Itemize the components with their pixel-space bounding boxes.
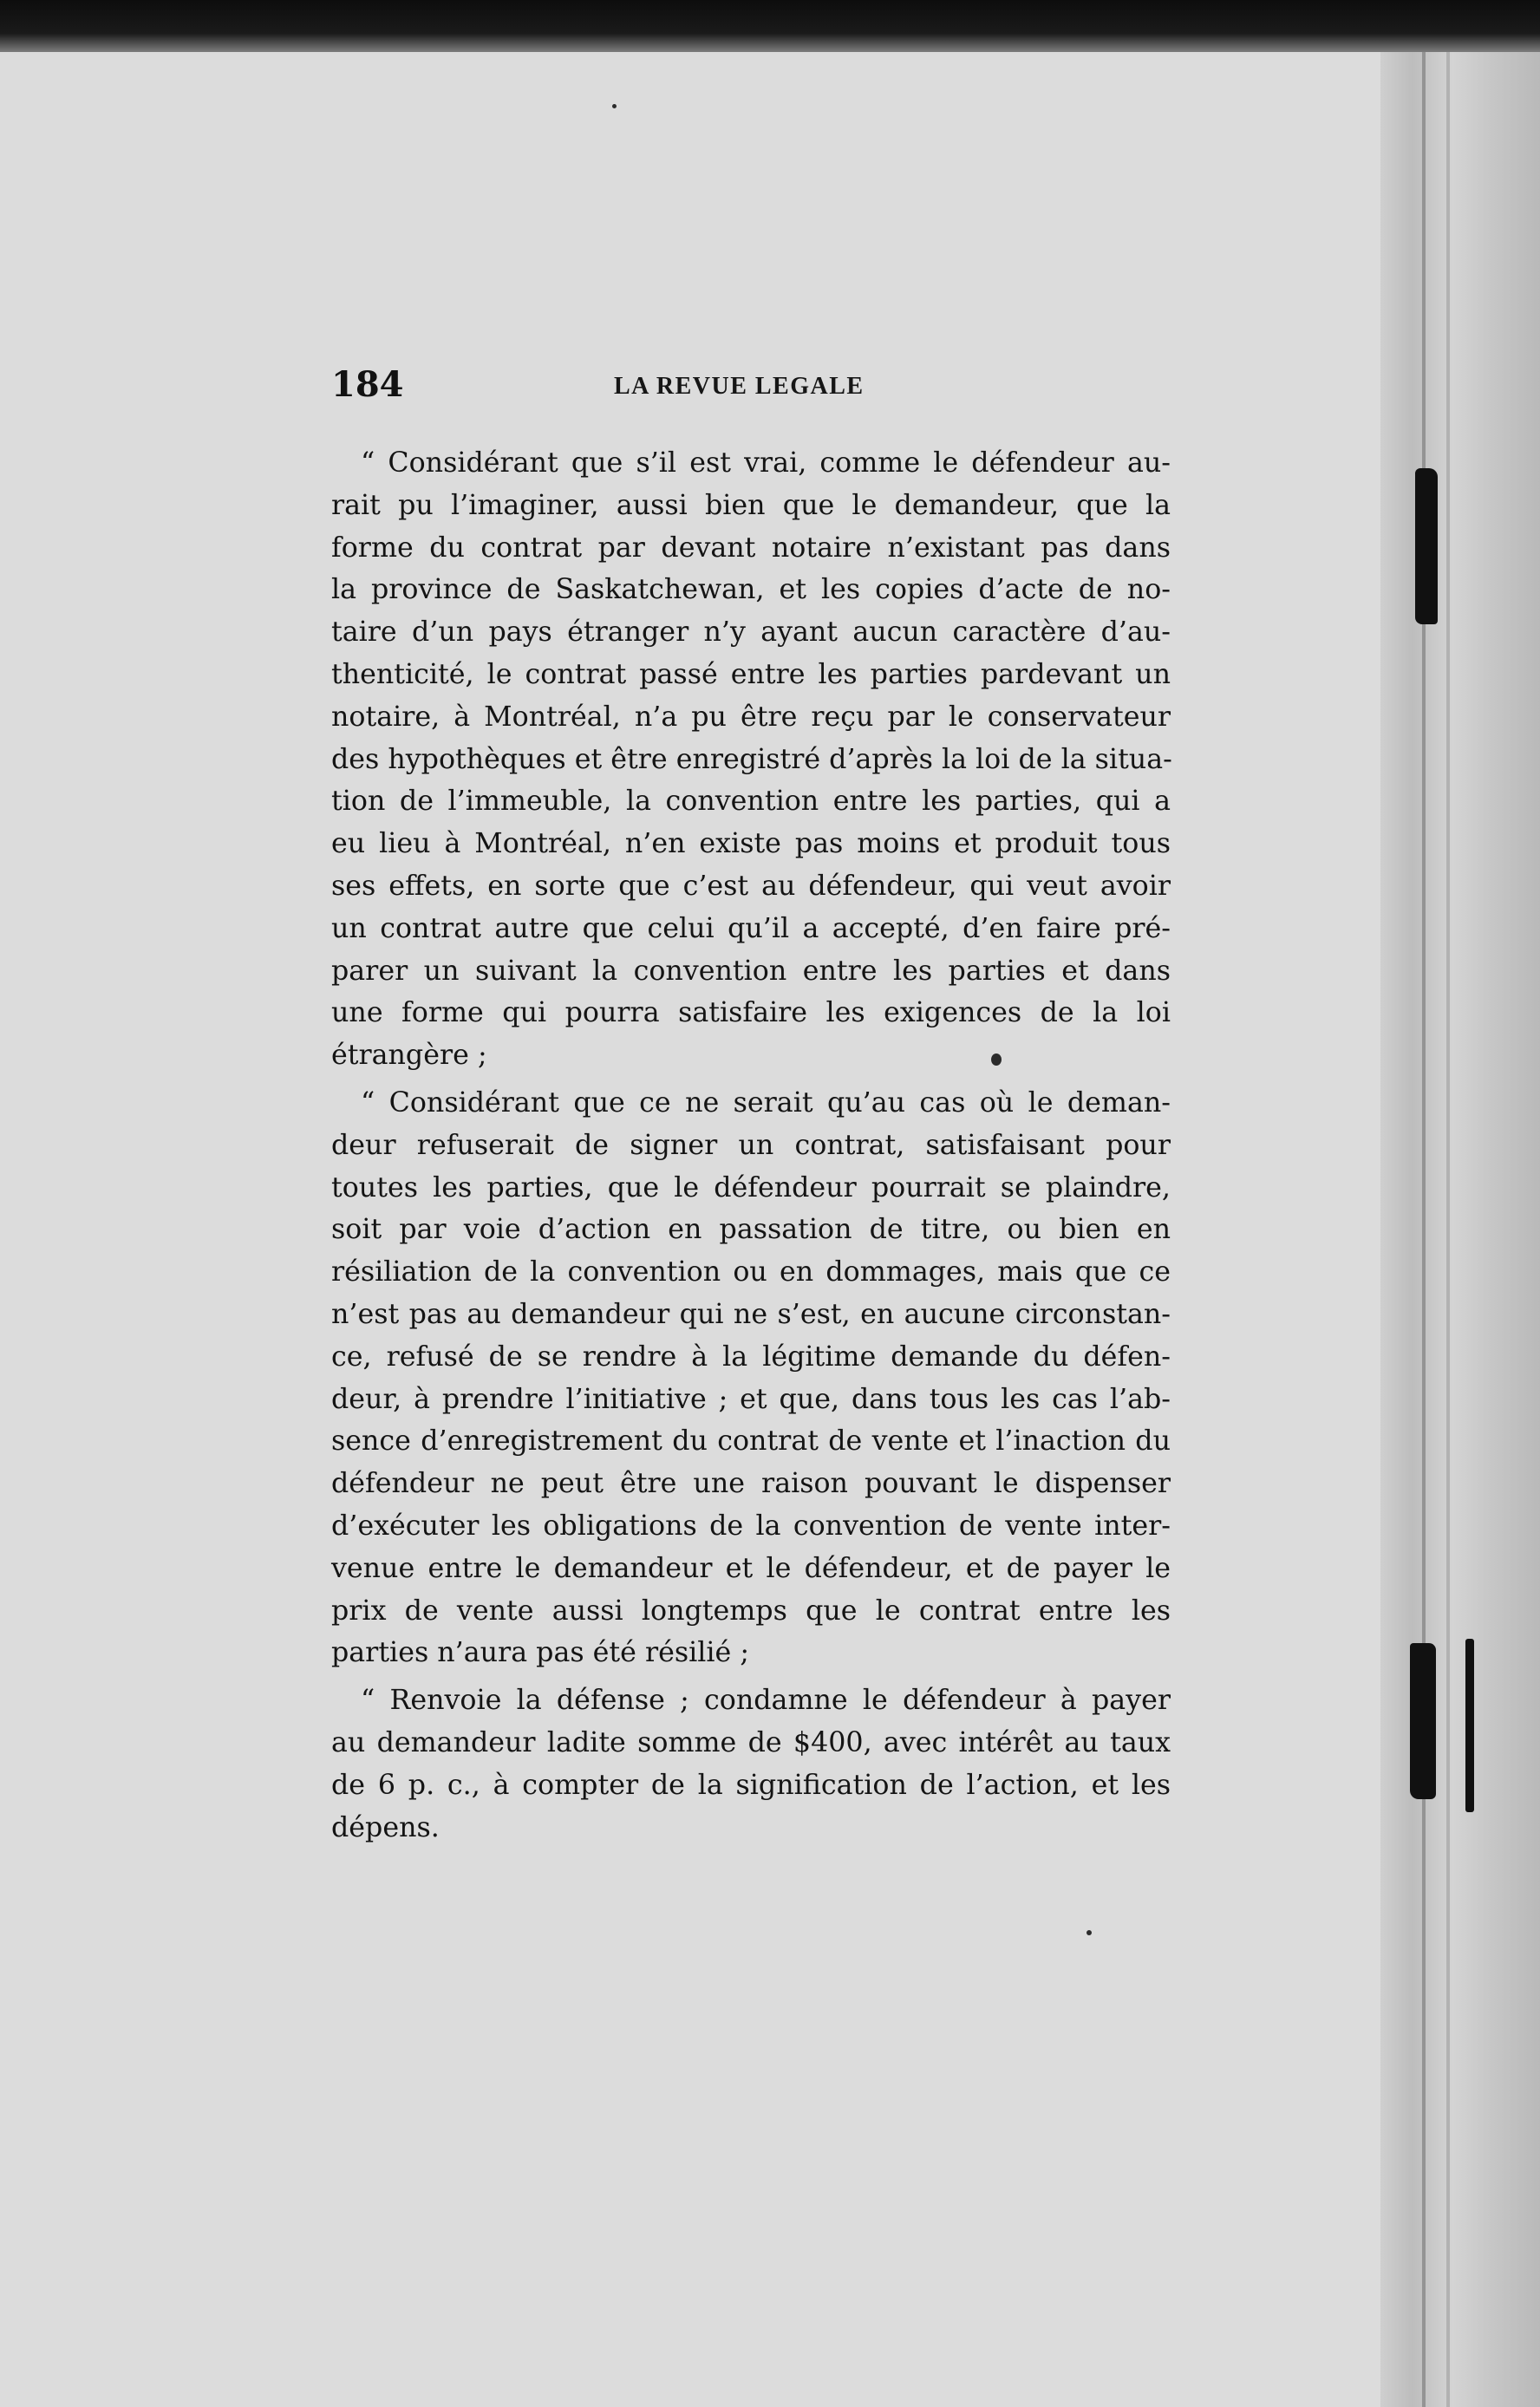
spine-fold-line xyxy=(1446,52,1450,2407)
text-line: la province de Saskatchewan, et les copies d’acte de no- xyxy=(331,574,1171,606)
text-line: au demandeur ladite somme de $400, avec intérêt au taux xyxy=(331,1726,1171,1758)
text-line: notaire, à Montréal, n’a pu être reçu par le conservateur xyxy=(331,701,1171,733)
text-line: parties n’aura pas été résilié ; xyxy=(331,1637,750,1669)
text-line: ce, refusé de se rendre à la légitime demande du défen- xyxy=(331,1340,1171,1373)
text-line: “ Considérant que s’il est vrai, comme le défendeur au- xyxy=(361,447,1171,479)
text-line: d’exécuter les obligations de la convention de vente inter- xyxy=(331,1510,1171,1542)
ink-speck xyxy=(612,104,617,108)
text-line: n’est pas au demandeur qui ne s’est, en aucune circonstan- xyxy=(331,1298,1171,1330)
page-header xyxy=(331,364,1216,416)
text-line: deur, à prendre l’initiative ; et que, dans tous les cas l’ab- xyxy=(331,1383,1171,1415)
text-line: sence d’enregistrement du contrat de vente et l’inaction du xyxy=(331,1425,1171,1458)
text-line: thenticité, le contrat passé entre les parties pardevant un xyxy=(331,658,1171,690)
text-line: “ Considérant que ce ne serait qu’au cas où le deman- xyxy=(361,1086,1171,1119)
text-line: rait pu l’imaginer, aussi bien que le demandeur, que la xyxy=(331,489,1171,521)
text-line: toutes les parties, que le défendeur pourrait se plaindre, xyxy=(331,1171,1171,1204)
spine-tear-mark xyxy=(1410,1643,1436,1799)
text-line: résiliation de la convention ou en dommages, mais que ce xyxy=(331,1256,1171,1288)
page-number: 184 xyxy=(331,364,404,405)
spine-tear-mark xyxy=(1465,1639,1474,1812)
text-line: taire d’un pays étranger n’y ayant aucun caractère d’au- xyxy=(331,616,1171,649)
text-line: forme du contrat par devant notaire n’existant pas dans xyxy=(331,532,1171,564)
text-line: de 6 p. c., à compter de la signification de l’action, et les xyxy=(331,1769,1171,1801)
paragraph-2 xyxy=(331,1082,1171,1674)
spine-tear-mark xyxy=(1415,468,1438,624)
spine-fold-line xyxy=(1422,52,1426,2407)
paragraph-1 xyxy=(331,442,1171,1077)
text-line: “ Renvoie la défense ; condamne le défendeur à payer xyxy=(361,1685,1171,1717)
text-line: soit par voie d’action en passation de titre, ou bien en xyxy=(331,1214,1171,1246)
text-line: eu lieu à Montréal, n’en existe pas moins et produit tous xyxy=(331,828,1171,860)
text-line: étrangère ; xyxy=(331,1040,487,1072)
text-line: une forme qui pourra satisfaire les exigences de la loi xyxy=(331,997,1171,1029)
running-head: LA REVUE LEGALE xyxy=(614,373,865,400)
text-line: parer un suivant la convention entre les parties et dans xyxy=(331,955,1171,987)
text-line: un contrat autre que celui qu’il a accepté, d’en faire pré- xyxy=(331,912,1171,944)
ink-speck xyxy=(1086,1930,1092,1935)
body-text xyxy=(331,442,1171,1854)
text-line: dépens. xyxy=(331,1811,440,1843)
text-line: des hypothèques et être enregistré d’après la loi de la situa- xyxy=(331,743,1172,775)
book-spine xyxy=(1380,52,1540,2407)
text-line: tion de l’immeuble, la convention entre les parties, qui a xyxy=(331,786,1171,818)
text-line: venue entre le demandeur et le défendeur, et de payer le xyxy=(331,1552,1171,1584)
text-line: deur refuserait de signer un contrat, satisfaisant pour xyxy=(331,1129,1171,1161)
paragraph-3 xyxy=(331,1680,1171,1849)
text-line: prix de vente aussi longtemps que le contrat entre les xyxy=(331,1595,1171,1627)
text-line: défendeur ne peut être une raison pouvant le dispenser xyxy=(331,1468,1171,1500)
text-line: ses effets, en sorte que c’est au défendeur, qui veut avoir xyxy=(331,870,1171,902)
